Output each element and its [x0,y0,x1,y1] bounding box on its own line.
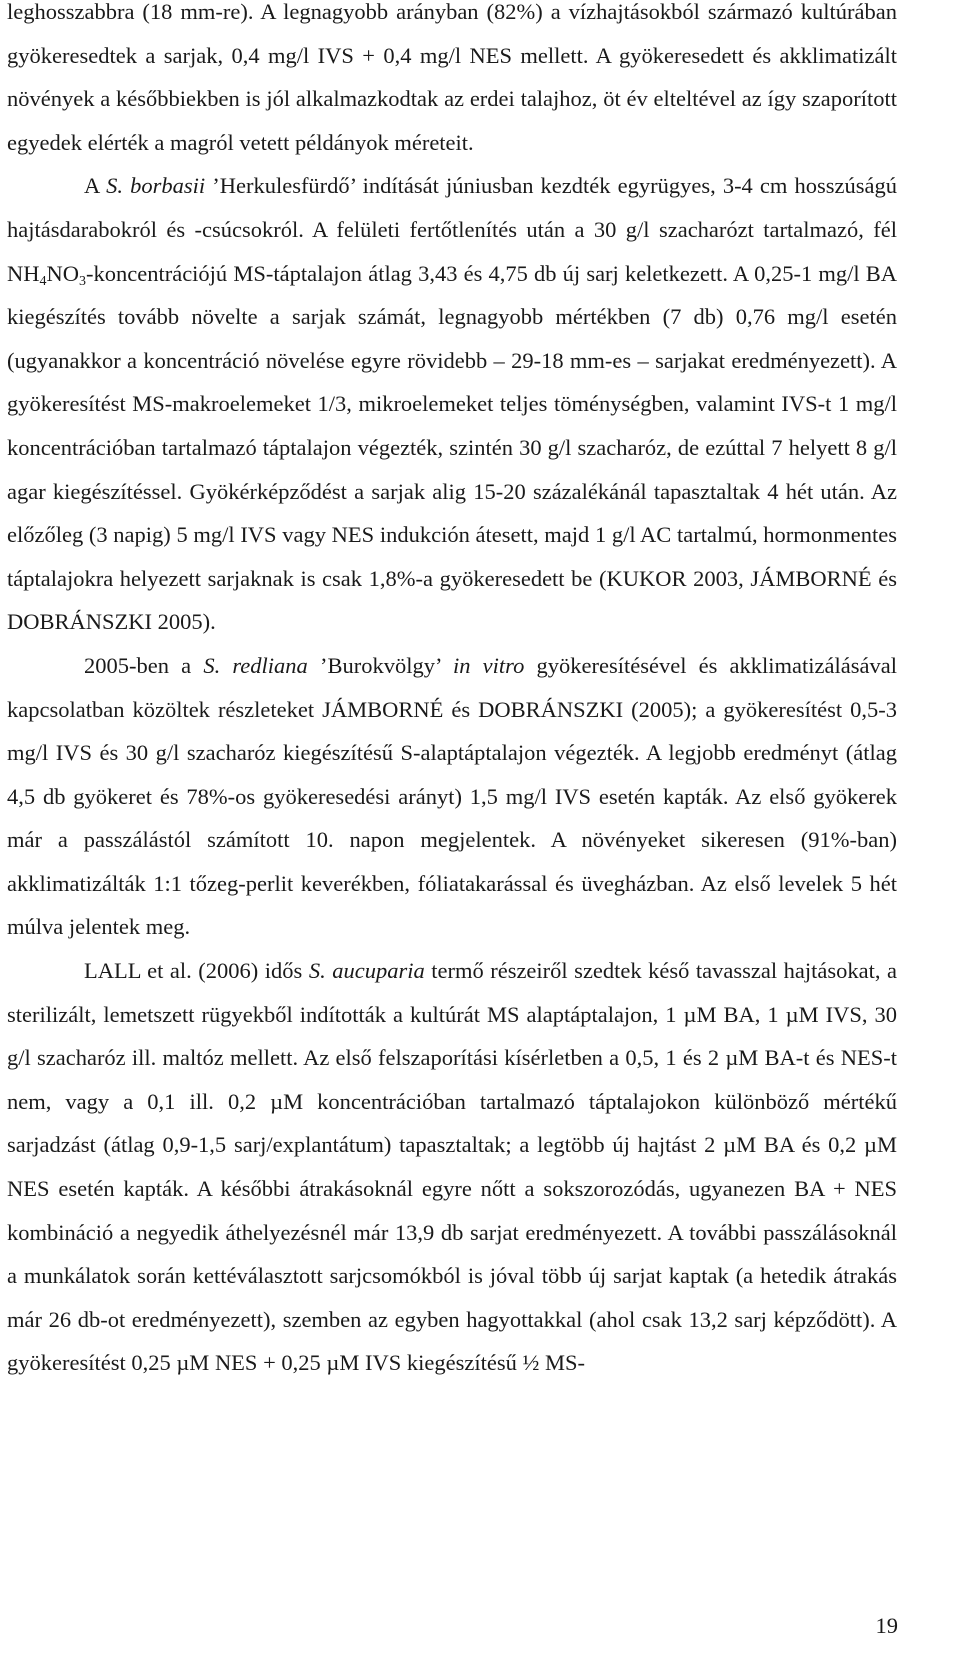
document-page [7,0,897,1385]
italic-text: S. borbasii [106,173,206,199]
paragraph-3 [7,644,897,949]
text-run: A [84,173,107,199]
text-run: ’Burokvölgy’ [307,652,453,678]
text-run: -koncentrációjú MS-táptalajon átlag 3,43 és 4,75 db új sarj keletkezett. A 0,25-1 mg/l BA kiegészítés tovább növelte a sarjak számát, legnagyobb mértékben (7 db) 0,76 mg/l esetén (ugyanakkor a koncentráció növelése egyre rövidebb – 29-18 mm-es – sarjakat eredményezett). A gyökeresítést MS-makroelemeket 1/3, mikroelemeket teljes töménységben, valamint IVS-t 1 mg/l koncentrációban tartalmazó táptalajon végezték, szintén 30 g/l szacharóz, de ezúttal 7 helyett 8 g/l agar kiegészítéssel. Gyökérképződést a sarjak alig 15-20 százalékánál tapasztaltak 4 hét után. Az előzőleg (3 napig) 5 mg/l IVS vagy NES indukción átesett, majd 1 g/l AC tartalmú, hormonmentes táptalajokra helyezett sarjaknak is csak 1,8%-a gyökeresedett be (KUKOR 2003, JÁMBORNÉ és DOBRÁNSZKI 2005). [7,260,897,635]
subscript: 3 [79,273,86,289]
text-run: ’Herkulesfürdő’ indítását júniusban kezdték egyrügyes, 3-4 cm hosszúságú hajtásdarabokról és -csúcsokról. A felületi fertőtlenítés után a 30 g/l szacharózt tartalmazó, fél NH [7,173,897,286]
text-run: gyökeresítésével és akklimatizálásával kapcsolatban közöltek részleteket JÁMBORNÉ és DOBRÁNSZKI (2005); a gyökeresítést 0,5-3 mg/l IVS és 30 g/l szacharóz kiegészítésű S-alaptáptalajon végezték. A legjobb eredményt (átlag 4,5 db gyökeret és 78%-os gyökeresedési arányt) 1,5 mg/l IVS esetén kapták. Az első gyökerek már a passzálástól számított 10. napon megjelentek. A növényeket sikeresen (91%-ban) akklimatizálták 1:1 tőzeg-perlit keverékben, fóliatakarással és üvegházban. Az első levelek 5 hét múlva jelentek meg. [7,652,897,940]
paragraph-4 [7,949,897,1385]
text-run: LALL et al. (2006) idős [84,958,309,984]
page-number: 19 [875,1613,898,1638]
italic-text: S. aucuparia [308,958,425,984]
text-run: termő részeiről szedtek késő tavasszal hajtásokat, a sterilizált, lemetszett rügyekből indították a kultúrát MS alaptáptalajon, 1 µM BA, 1 µM IVS, 30 g/l szacharóz ill. maltóz mellett. Az első felszaporítási kísérletben a 0,5, 1 és 2 µM BA-t és NES-t nem, vagy a 0,1 ill. 0,2 µM koncentrációban tartalmazó táptalajokon különböző mértékű sarjadzást (átlag 0,9-1,5 sarj/explantátum) tapasztaltak; a legtöbb új hajtást 2 µM BA és 0,2 µM NES esetén kapták. A későbbi átrakásoknál egyre nőtt a sokszorozódás, ugyanezen BA + NES kombináció a negyedik áthelyezésnél már 13,9 db sarjat eredményezett. A további passzálásoknál a munkálatok során kettéválasztott sarjcsomókból is jóval több új sarjat kaptak (a hetedik átrakás már 26 db-ot eredményezett), szemben az egyben hagyottakkal (ahol csak 13,2 sarj képződött). A gyökeresítést 0,25 µM NES + 0,25 µM IVS kiegészítésű ½ MS- [7,958,897,1376]
italic-text: S. redliana [203,652,308,678]
subscript: 4 [39,273,47,289]
text-run: leghosszabbra (18 mm-re). A legnagyobb arányban (82%) a vízhajtásokból származó kultúrában gyökeresedtek a sarjak, 0,4 mg/l IVS + 0,4 mg/l NES mellett. A gyökeresedett és akklimatizált növények a későbbiekben is jól alkalmazkodtak az erdei talajhoz, öt év elteltével az így szaporított egyedek elérték a magról vetett példányok méreteit. [7,0,897,155]
text-run: NO [46,260,79,286]
italic-text: in vitro [452,652,525,678]
paragraph-2 [7,164,897,644]
paragraph-1 [7,0,897,164]
text-run: 2005-ben a [84,652,204,678]
